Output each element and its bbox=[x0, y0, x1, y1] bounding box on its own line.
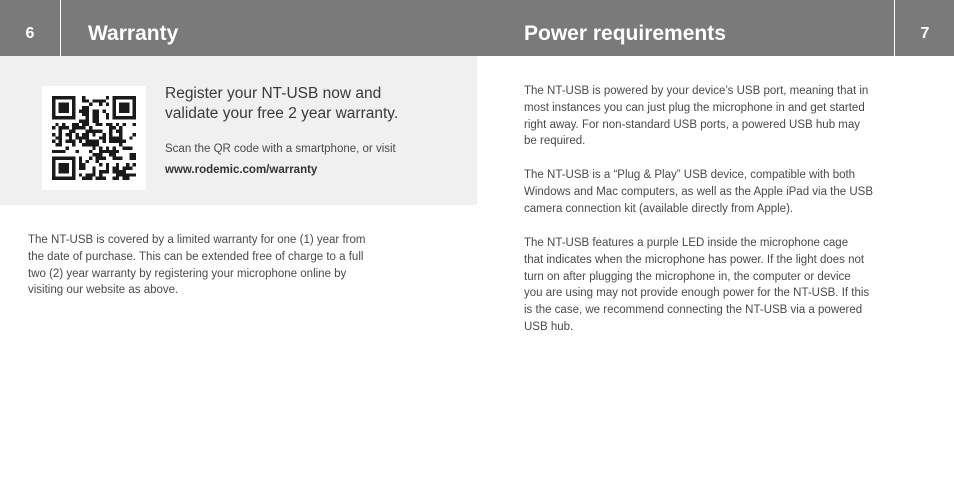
power-line: USB hub. bbox=[524, 320, 574, 333]
register-line-1: Register your NT-USB now and bbox=[165, 85, 382, 102]
power-line: camera connection kit (available directly from Apple). bbox=[524, 202, 794, 215]
warranty-body-line: two (2) year warranty by registering your microphone online by bbox=[28, 267, 347, 280]
power-line: that indicates when the microphone has power. If the light does not bbox=[524, 253, 865, 266]
power-line: most instances you can just plug the microphone in and get started bbox=[524, 101, 865, 114]
warranty-url-link[interactable]: www.rodemic.com/warranty bbox=[165, 164, 318, 176]
scan-instructions: Scan the QR code with a smartphone, or visit bbox=[165, 143, 396, 155]
section-title-warranty: Warranty bbox=[88, 22, 179, 45]
power-line: be required. bbox=[524, 135, 586, 148]
warranty-body bbox=[28, 232, 448, 299]
qr-code-icon bbox=[52, 96, 136, 180]
power-line: right away. For non-standard USB ports, a powered USB hub may bbox=[524, 118, 861, 131]
page-number-right: 7 bbox=[920, 25, 930, 42]
power-line: turn on after plugging the microphone in, the computer or device bbox=[524, 270, 851, 283]
power-line: The NT-USB is a “Plug & Play” USB device, compatible with both bbox=[524, 169, 856, 181]
power-line: The NT-USB features a purple LED inside the microphone cage bbox=[524, 237, 849, 249]
header-divider-right bbox=[894, 0, 895, 56]
power-paragraph-2 bbox=[524, 167, 934, 217]
header-divider-left bbox=[60, 0, 61, 56]
warranty-body-line: the date of purchase. This can be extended free of charge to a full bbox=[28, 250, 364, 263]
power-line: is the case, we recommend connecting the NT-USB via a powered bbox=[524, 304, 863, 317]
register-text bbox=[165, 84, 455, 124]
power-line: The NT-USB is powered by your device’s USB port, meaning that in bbox=[524, 85, 869, 97]
warranty-body-line: The NT-USB is covered by a limited warranty for one (1) year from bbox=[28, 234, 366, 246]
power-paragraph-1 bbox=[524, 83, 934, 150]
qr-code-box[interactable] bbox=[42, 86, 146, 190]
page-number-left: 6 bbox=[25, 25, 35, 42]
register-line-2: validate your free 2 year warranty. bbox=[165, 105, 399, 122]
section-title-power: Power requirements bbox=[524, 22, 726, 45]
warranty-body-line: visiting our website as above. bbox=[28, 284, 179, 297]
warranty-register-panel bbox=[0, 56, 477, 205]
power-line: Windows and Mac computers, as well as the Apple iPad via the USB bbox=[524, 185, 874, 198]
power-paragraph-3 bbox=[524, 235, 934, 336]
page-header bbox=[0, 0, 954, 56]
power-line: you are using may not provide enough power for the NT-USB. If this bbox=[524, 287, 870, 300]
